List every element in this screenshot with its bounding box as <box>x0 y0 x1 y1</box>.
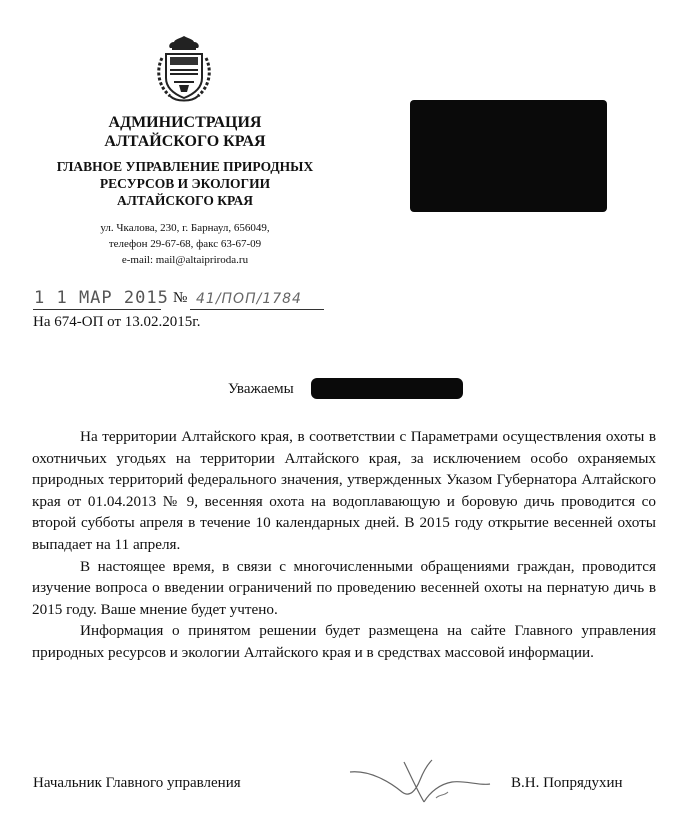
handwritten-signature-icon <box>340 752 505 812</box>
reply-to-reference: На 674-ОП от 13.02.2015г. <box>33 314 201 330</box>
salutation: Уважаемы <box>228 381 294 397</box>
admin-line-2: АЛТАЙСКОГО КРАЯ <box>104 133 266 150</box>
body-paragraph: На территории Алтайского края, в соответствии с Параметрами осуществления охоты в охотничьих угодьях на территории Алтайского края, за исключением особо охраняемых природных территорий федерального значения, утвержденных Указом Губернатора Алтайского края от 01.04.2013 № 9, весенняя охота на водоплавающую и боровую дичь проводится со второй субботы апреля в течение 10 календарных дней. В 2015 году открытие весенней охоты выпадает на 11 апреля. <box>32 428 656 553</box>
redacted-addressee-name <box>311 378 463 399</box>
signatory-name: В.Н. Попрядухин <box>511 775 623 791</box>
registration-number: 41/ПОП/1784 <box>196 291 302 307</box>
contact-block <box>40 220 330 268</box>
date-underline <box>33 309 161 310</box>
email-line: e-mail: mail@altaipriroda.ru <box>121 254 249 266</box>
redacted-recipient <box>410 100 607 212</box>
number-sign: № <box>173 290 188 306</box>
dept-line-1: ГЛАВНОЕ УПРАВЛЕНИЕ ПРИРОДНЫХ <box>56 159 314 174</box>
body-paragraph: В настоящее время, в связи с многочисленными обращениями граждан, проводится изучение вопроса о введении ограничений по проведению весенней охоты на пернатую дичь в 2015 году. Ваше мнение будет учтено. <box>32 557 656 618</box>
phone-line: телефон 29-67-68, факс 63-67-09 <box>108 238 262 250</box>
coat-of-arms-icon <box>152 30 216 106</box>
administration-title <box>60 113 310 151</box>
letter-body <box>32 426 656 664</box>
body-paragraph: Информация о принятом решении будет размещена на сайте Главного управления природных ресурсов и экологии Алтайского края и в средствах массовой информации. <box>32 622 656 661</box>
department-title <box>20 158 350 209</box>
address-line: ул. Чкалова, 230, г. Барнаул, 656049, <box>100 222 270 234</box>
dept-line-3: АЛТАЙСКОГО КРАЯ <box>116 193 254 208</box>
number-underline <box>190 309 324 310</box>
dept-line-2: РЕСУРСОВ И ЭКОЛОГИИ <box>99 176 271 191</box>
signatory-position: Начальник Главного управления <box>33 775 241 791</box>
date-stamp: 1 1 МАР 2015 <box>34 288 169 308</box>
admin-line-1: АДМИНИСТРАЦИЯ <box>108 114 262 131</box>
